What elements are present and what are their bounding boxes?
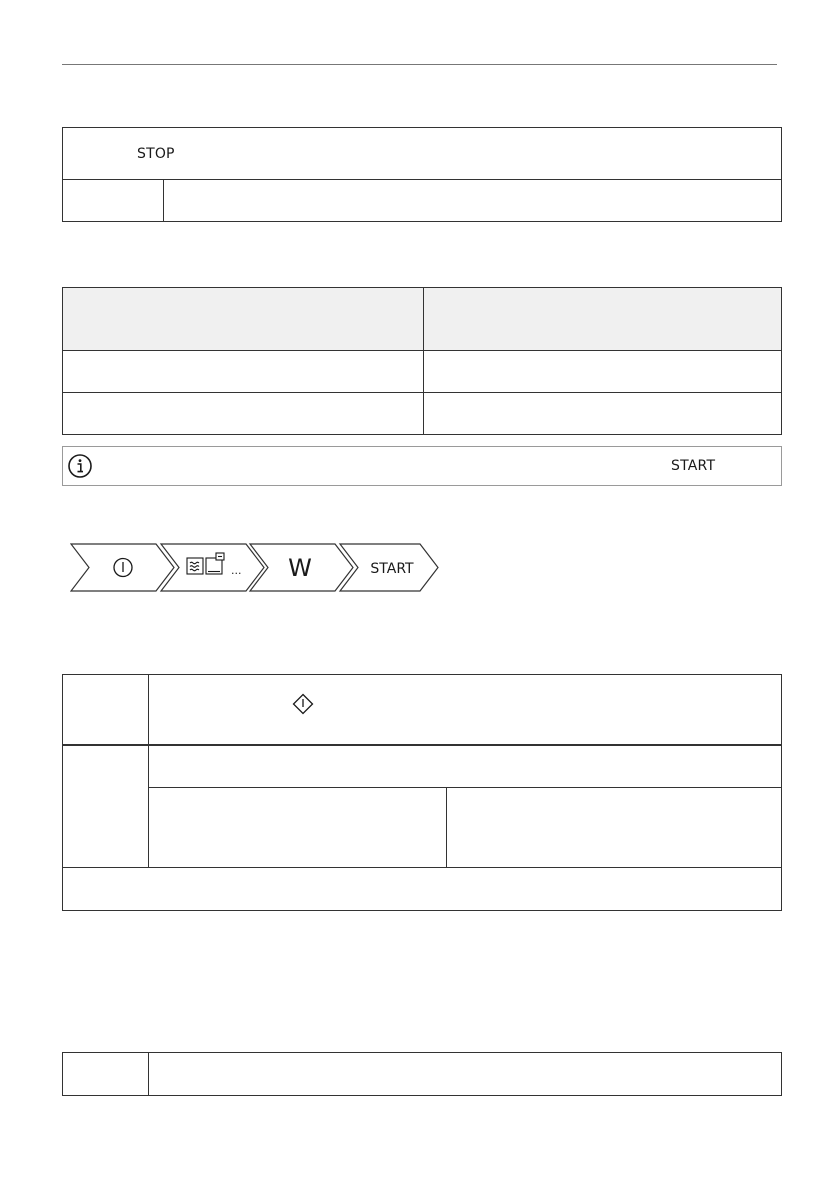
header-rule [62,64,777,65]
header-divider [63,350,781,351]
table-header-row [63,288,781,350]
step-power [71,544,174,591]
info-start-label: START [671,458,716,474]
start-diamond-icon [292,693,314,715]
column-divider [148,675,149,867]
row-divider [63,392,781,393]
two-column-table [62,287,782,435]
start-label: START [370,561,414,577]
info-icon [66,452,94,480]
step-power-level [250,544,353,591]
column-divider [423,288,424,434]
column-divider [163,179,164,221]
row-divider [63,179,781,180]
footer-divider [63,867,781,868]
step-start [340,544,438,591]
step-sequence [70,543,440,592]
stop-label: STOP [137,146,175,162]
heating-modes-suffix: ... [231,564,242,577]
stop-table [62,127,782,222]
step-heating-mode [161,544,264,591]
watt-label: W [288,554,312,582]
row-divider [63,744,781,746]
bottom-table [62,1052,782,1096]
start-table [62,674,782,911]
sub-row-divider [148,787,781,788]
sub-column-divider [446,787,447,867]
info-note [62,446,782,486]
column-divider [148,1053,149,1095]
